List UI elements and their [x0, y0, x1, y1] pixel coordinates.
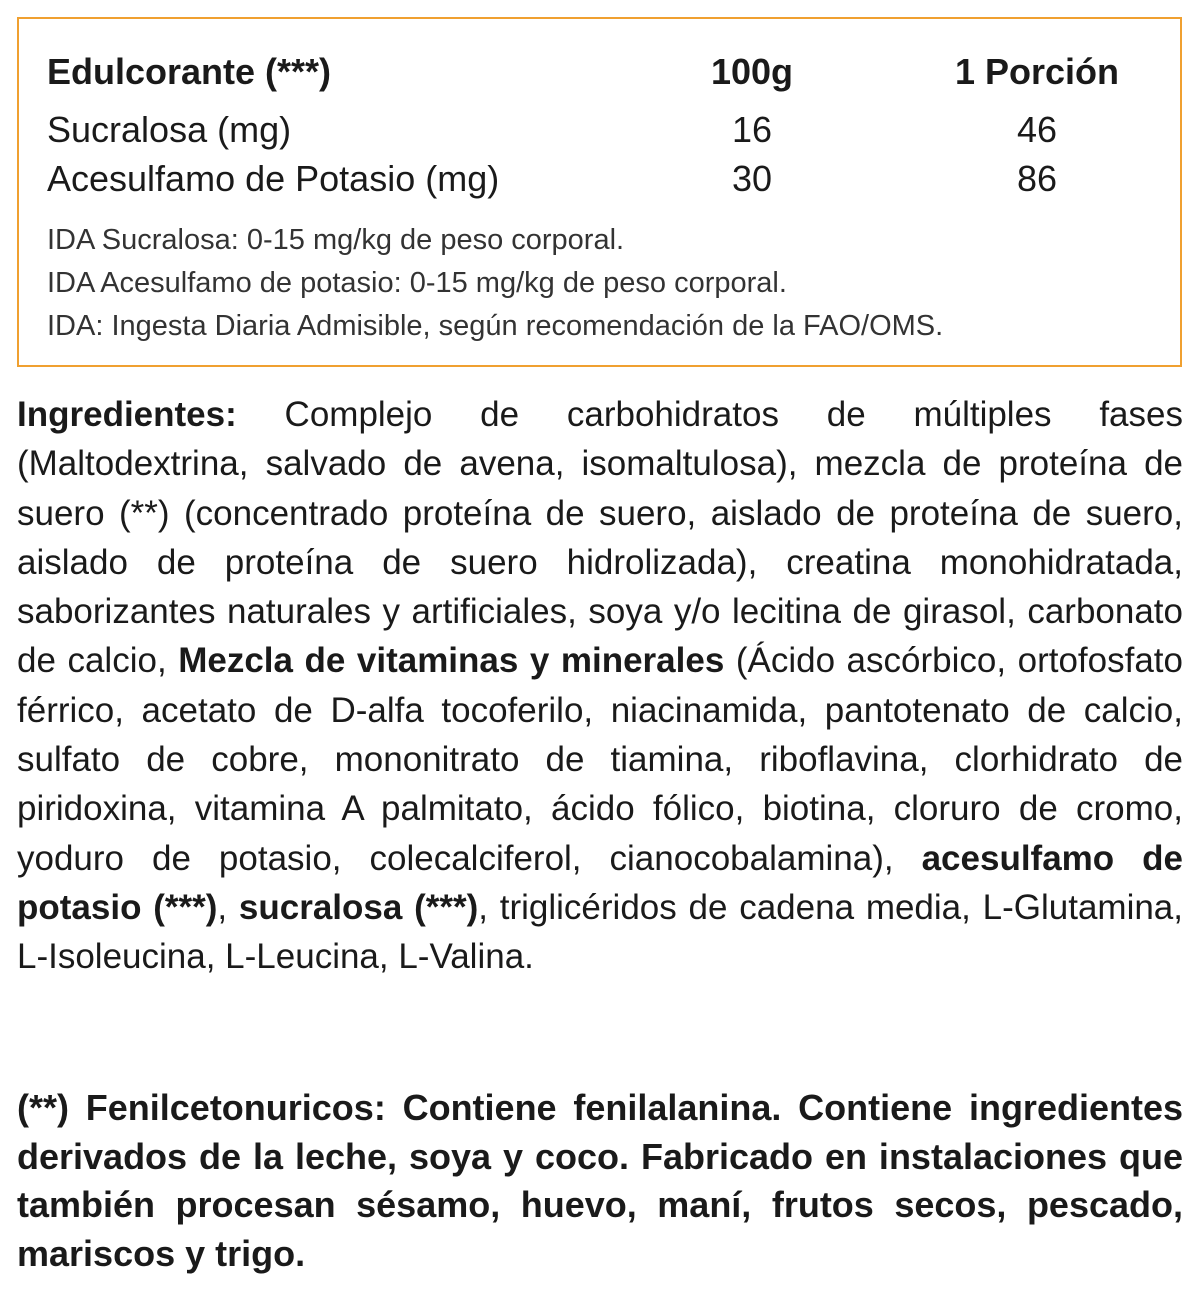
ingredients-acesulfamo: acesulfamo de potasio (***) [17, 838, 1183, 927]
ingredients-text-3: , triglicéridos de cadena media, L-Glutamina, L-Isoleucina, L-Leucina, L-Valina. [17, 887, 1183, 977]
sweetener-name: Sucralosa (mg) [47, 109, 292, 150]
ingredients-label: Ingredientes: [17, 395, 237, 434]
ingredients-sucralosa: sucralosa (***) [238, 887, 479, 927]
sweetener-row-sucralosa [47, 105, 1167, 155]
sweetener-value-portion: 86 [1016, 158, 1058, 199]
ingredients-paragraph [17, 390, 1183, 982]
allergen-warning: (**) Fenilcetonuricos: Contiene fenilalanina. Contiene ingredientes derivados de la leche, soya y coco. Fabricado en instalaciones que también procesan sésamo, huevo, maní, frutos secos, pescado, mariscos y trigo. [17, 1087, 1183, 1274]
ida-note-acesulfamo: IDA Acesulfamo de potasio: 0-15 mg/kg de peso corporal. [47, 267, 787, 299]
sweetener-header-row [47, 47, 1167, 97]
ida-note-definition: IDA: Ingesta Diaria Admisible, según recomendación de la FAO/OMS. [47, 310, 944, 342]
ingredients-text-1: Complejo de carbohidratos de múltiples fases (Maltodextrina, salvado de avena, isomaltulosa), mezcla de proteína de suero (**) (concentrado proteína de suero, aislado de proteína de suero, aislado de proteína de suero hidrolizada), creatina monohidratada, saborizantes naturales y artificiales, soya y/o lecitina de girasol, carbonato de calcio, [17, 395, 1183, 681]
ingredients-text-2: (Ácido ascórbico, ortofosfato férrico, acetato de D-alfa tocoferilo, niacinamida, pantotenato de calcio, sulfato de cobre, mononitrato de tiamina, riboflavina, clorhidrato de piridoxina, vitamina A palmitato, ácido fólico, biotina, cloruro de cromo, yoduro de potasio, colecalciferol, cianocobalamina), [17, 641, 1183, 878]
sweetener-name: Acesulfamo de Potasio (mg) [47, 158, 500, 199]
ida-note-sucralosa: IDA Sucralosa: 0-15 mg/kg de peso corporal. [47, 224, 625, 256]
sweetener-header-100g: 100g [710, 51, 794, 92]
sweetener-table [17, 17, 1182, 367]
sweetener-row-acesulfamo [47, 154, 1167, 204]
sweetener-value-100g: 16 [731, 109, 773, 150]
sweetener-value-portion: 46 [1016, 109, 1058, 150]
sweetener-header-portion: 1 Porción [954, 51, 1120, 92]
ingredients-vitamins-mix: Mezcla de vitaminas y minerales [178, 641, 725, 681]
ingredients-separator: , [217, 887, 239, 927]
sweetener-header-name: Edulcorante (***) [47, 51, 332, 92]
sweetener-value-100g: 30 [731, 158, 773, 199]
